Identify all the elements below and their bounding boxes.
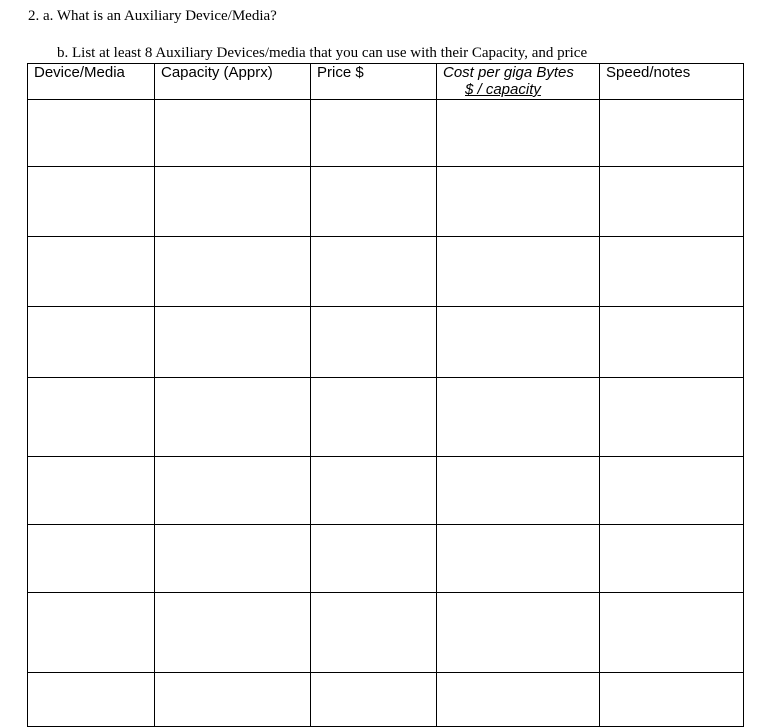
cell-speed[interactable] xyxy=(600,673,744,727)
cell-price[interactable] xyxy=(311,167,437,237)
header-row xyxy=(28,64,744,100)
cell-speed[interactable] xyxy=(600,307,744,378)
cell-capacity[interactable] xyxy=(155,673,311,727)
table-row xyxy=(28,307,744,378)
cell-device[interactable] xyxy=(28,593,155,673)
cell-speed[interactable] xyxy=(600,378,744,457)
table-row xyxy=(28,673,744,727)
cell-price[interactable] xyxy=(311,100,437,167)
cell-cost[interactable] xyxy=(437,100,600,167)
table-row xyxy=(28,378,744,457)
table-row xyxy=(28,593,744,673)
header-cost-line1: Cost per giga Bytes xyxy=(443,64,574,81)
cell-capacity[interactable] xyxy=(155,237,311,307)
cell-capacity[interactable] xyxy=(155,307,311,378)
header-speed-notes: Speed/notes xyxy=(600,64,744,100)
cell-device[interactable] xyxy=(28,525,155,593)
cell-cost[interactable] xyxy=(437,525,600,593)
cell-price[interactable] xyxy=(311,457,437,525)
cell-speed[interactable] xyxy=(600,167,744,237)
cell-speed[interactable] xyxy=(600,237,744,307)
cell-device[interactable] xyxy=(28,457,155,525)
table-row xyxy=(28,457,744,525)
cell-price[interactable] xyxy=(311,237,437,307)
header-cost-line2: $ / capacity xyxy=(465,81,541,98)
cell-speed[interactable] xyxy=(600,457,744,525)
question-b: b. List at least 8 Auxiliary Devices/media that you can use with their Capacity, and price xyxy=(57,45,588,61)
cell-device[interactable] xyxy=(28,378,155,457)
devices-table xyxy=(27,63,744,727)
cell-price[interactable] xyxy=(311,673,437,727)
header-device-media: Device/Media xyxy=(28,64,155,100)
cell-price[interactable] xyxy=(311,307,437,378)
cell-cost[interactable] xyxy=(437,593,600,673)
cell-device[interactable] xyxy=(28,167,155,237)
cell-price[interactable] xyxy=(311,525,437,593)
cell-capacity[interactable] xyxy=(155,167,311,237)
header-capacity: Capacity (Apprx) xyxy=(155,64,311,100)
cell-cost[interactable] xyxy=(437,457,600,525)
header-price: Price $ xyxy=(311,64,437,100)
cell-cost[interactable] xyxy=(437,673,600,727)
question-a: 2. a. What is an Auxiliary Device/Media? xyxy=(28,8,277,24)
cell-price[interactable] xyxy=(311,593,437,673)
cell-capacity[interactable] xyxy=(155,525,311,593)
cell-cost[interactable] xyxy=(437,378,600,457)
header-cost-per-gb xyxy=(437,64,600,100)
cell-capacity[interactable] xyxy=(155,100,311,167)
cell-device[interactable] xyxy=(28,100,155,167)
table-row xyxy=(28,525,744,593)
cell-speed[interactable] xyxy=(600,593,744,673)
cell-cost[interactable] xyxy=(437,167,600,237)
cell-device[interactable] xyxy=(28,307,155,378)
table-row xyxy=(28,100,744,167)
cell-device[interactable] xyxy=(28,673,155,727)
cell-cost[interactable] xyxy=(437,307,600,378)
cell-cost[interactable] xyxy=(437,237,600,307)
cell-device[interactable] xyxy=(28,237,155,307)
cell-capacity[interactable] xyxy=(155,457,311,525)
table-row xyxy=(28,237,744,307)
table-row xyxy=(28,167,744,237)
cell-price[interactable] xyxy=(311,378,437,457)
cell-capacity[interactable] xyxy=(155,593,311,673)
cell-speed[interactable] xyxy=(600,525,744,593)
cell-capacity[interactable] xyxy=(155,378,311,457)
cell-speed[interactable] xyxy=(600,100,744,167)
